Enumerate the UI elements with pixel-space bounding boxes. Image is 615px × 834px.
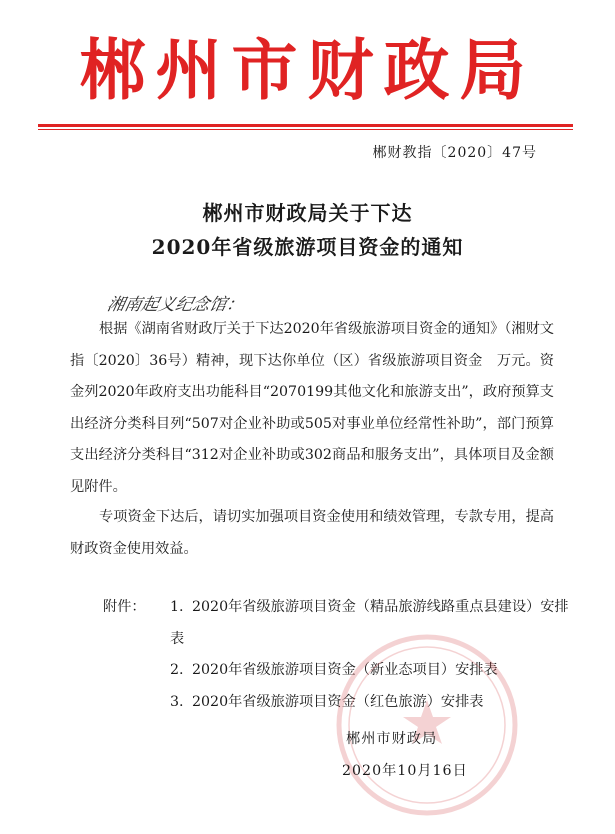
attachment-number: 2. [170, 662, 184, 678]
attachments-label: 附件： [103, 599, 146, 615]
signature-org: 郴州市财政局 [346, 731, 438, 747]
attachment-text: 2020年省级旅游项目资金（红色旅游）安排表 [192, 693, 484, 710]
attachment-text: 2020年省级旅游项目资金（新业态项目）安排表 [192, 662, 498, 678]
signature-date: 2020年10月16日 [342, 763, 468, 779]
header-red-rule-thin [38, 129, 573, 130]
document-number: 郴财教指〔2020〕47号 [372, 145, 537, 161]
attachment-number: 3. [170, 693, 184, 710]
document-title-line-1: 郴州市财政局关于下达 [202, 201, 413, 225]
header-red-rule [38, 124, 573, 127]
document-title [0, 196, 615, 264]
body-paragraph-2: 专项资金下达后，请切实加强项目资金使用和绩效管理，专款专用，提高财政资金使用效益。 [70, 509, 554, 557]
document-title-line-2: 2020年省级旅游项目资金的通知 [151, 235, 464, 259]
body-paragraph-1: 根据《湖南省财政厅关于下达2020年省级旅游项目资金的通知》（湘财文指〔2020〕36号）精神，现下达你单位（区）省级旅游项目资金 万元。资金列2020年政府支出功能科目“2070199其他文化和旅游支出”，政府预算支出经济分类科目列“507对企业补助或505对事业单位经常性补助”，部门预算支出经济分类科目“312对企业补助或302商品和服务支出”，具体项目及金额见附件。 [70, 321, 554, 495]
attachment-text: 2020年省级旅游项目资金（精品旅游线路重点县建设）安排表 [170, 599, 569, 647]
issuing-org-title: 郴州市财政局 [79, 32, 536, 109]
recipient-handwritten: 湘南起义纪念馆： [105, 295, 246, 315]
official-seal-icon [332, 630, 522, 820]
attachment-number: 1. [170, 599, 184, 615]
